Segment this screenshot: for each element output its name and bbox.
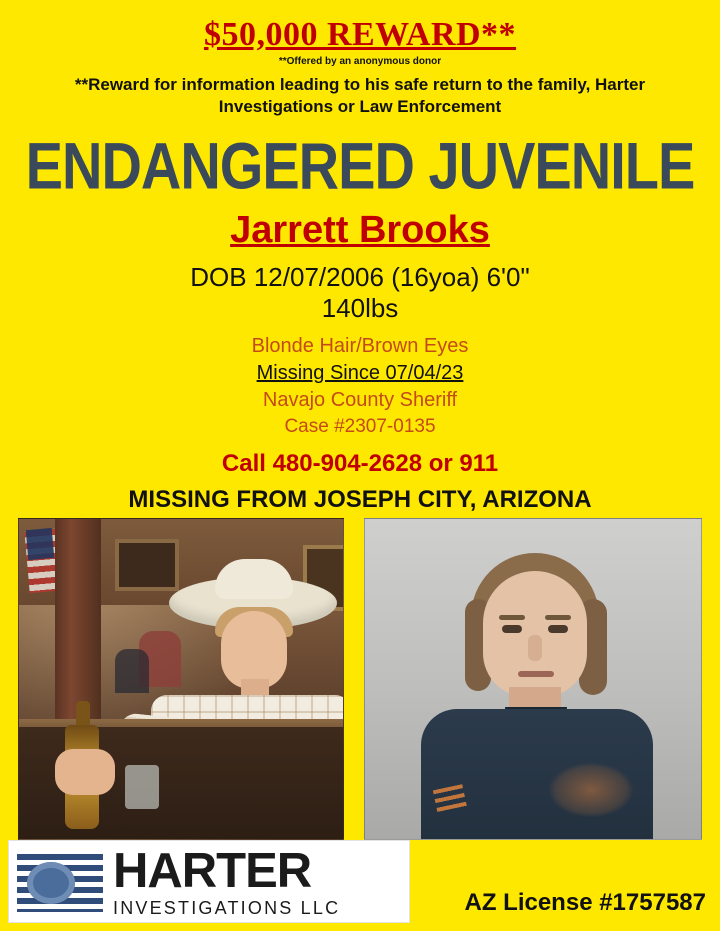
reward-amount: $50,000 REWARD** [203,16,517,53]
photo2-nose [528,635,542,661]
license-number: AZ License #1757587 [464,889,706,916]
harter-investigations-logo [8,840,410,923]
photo-subject-portrait [364,518,702,840]
reward-heading [0,0,720,52]
logo-company-name: HARTER [113,843,312,898]
subject-details-line1: DOB 12/07/2006 (16yoa) 6'0" [190,261,530,292]
reward-footnote: **Offered by an anonymous donor [278,56,442,67]
photo1-background-person-b [115,649,149,693]
missing-from-location: MISSING FROM JOSEPH CITY, ARIZONA [128,485,592,513]
missing-since: Missing Since 07/04/23 [256,362,464,385]
photo1-glass [125,765,159,809]
subject-name-wrapper [0,208,720,251]
photo1-cowboy-hat-crown [215,559,293,599]
investigating-agency: Navajo County Sheriff [262,389,458,412]
photo2-eye-left [502,625,522,633]
photo2-mouth [518,671,554,677]
poster-footer [0,840,720,931]
photo1-picture-frame-left [115,539,179,591]
subject-details-line2: 140lbs [321,292,399,323]
photo1-hand [55,749,115,795]
photo2-chest-logo [549,763,633,817]
photo1-flag-union [26,528,55,560]
subject-details [0,263,720,323]
photo2-eye-right [548,625,568,633]
photo2-eyebrow-right [545,615,571,620]
photo-gallery [18,518,702,840]
photo2-face [483,571,587,697]
fingerprint-icon [17,850,103,914]
logo-oval [27,862,75,904]
subject-appearance: Blonde Hair/Brown Eyes [251,335,469,358]
subject-name: Jarrett Brooks [230,208,490,251]
reward-condition: **Reward for information leading to his safe return to the family, Harter Investigations or Law Enforcement [74,75,646,117]
photo-subject-restaurant [18,518,344,840]
logo-text-block [113,843,341,918]
photo2-eyebrow-left [499,615,525,620]
subject-description-block [0,333,720,440]
page-title: ENDANGERED JUVENILE [25,128,695,203]
photo1-face [221,611,287,689]
contact-phone: Call 480-904-2628 or 911 [221,449,499,477]
logo-company-subtitle: INVESTIGATIONS LLC [113,897,341,918]
case-number: Case #2307-0135 [284,416,436,438]
